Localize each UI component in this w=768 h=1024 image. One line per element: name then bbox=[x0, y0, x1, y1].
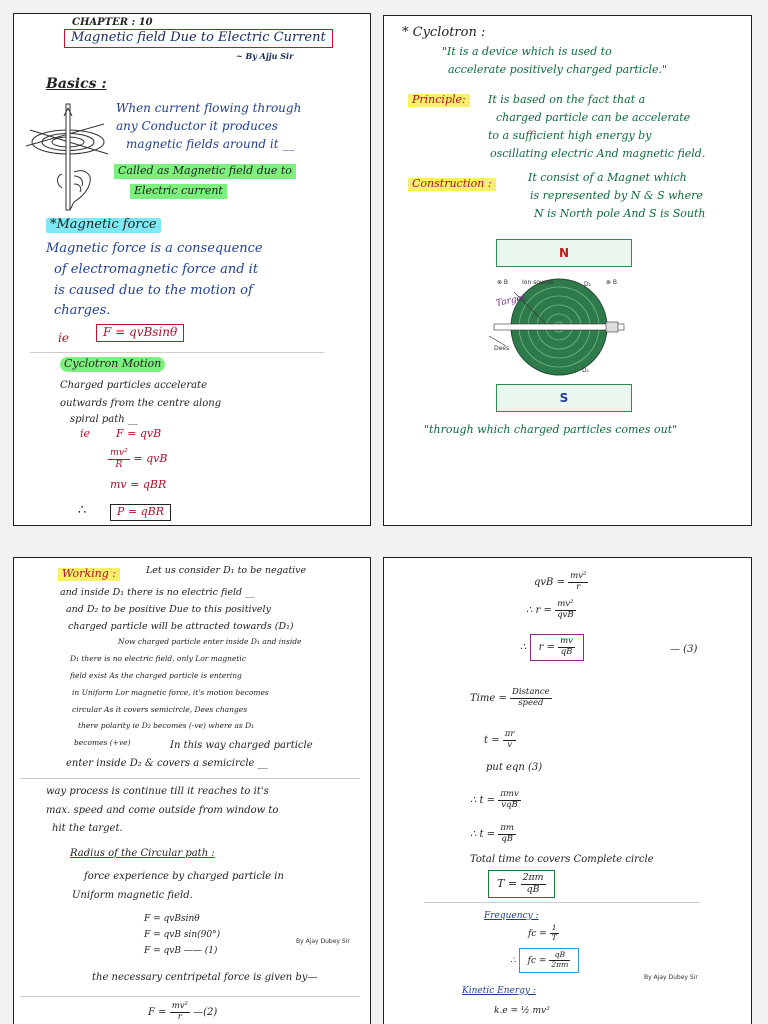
radius-eq: F = qvB —— (1) bbox=[144, 946, 218, 956]
eq-lhs: ∴ t = bbox=[470, 828, 496, 840]
fraction bbox=[498, 790, 520, 811]
working-small-line: field exist As the charged particle is entering bbox=[70, 671, 242, 680]
radius-eq: F = qvB sin(90°) bbox=[144, 930, 221, 940]
ie-label: ie bbox=[58, 331, 69, 345]
eq-lhs: fc = bbox=[528, 928, 547, 939]
centripetal-eq bbox=[148, 1002, 217, 1023]
eq-lhs: ∴ t = bbox=[470, 794, 496, 806]
denominator: qB bbox=[501, 833, 513, 844]
numerator: mv² bbox=[110, 447, 128, 458]
eq-force: F = qvB bbox=[116, 427, 162, 440]
numerator: mv² bbox=[171, 1001, 188, 1011]
force-line: Magnetic force is a consequence bbox=[46, 241, 263, 256]
force-line: charges. bbox=[54, 303, 111, 318]
eq-force-balance bbox=[534, 572, 588, 593]
eq-lhs: fc = bbox=[527, 955, 547, 966]
radius-eq: F = qvBsinθ bbox=[144, 914, 200, 924]
kinetic-energy-heading: Kinetic Energy : bbox=[462, 986, 536, 996]
eq-p-boxed: P = qBR bbox=[110, 504, 171, 521]
numerator: πmv bbox=[500, 789, 519, 799]
working-small-line: Now charged particle enter inside D₁ and inside bbox=[118, 637, 302, 646]
section-divider bbox=[20, 778, 360, 779]
north-pole-magnet: N bbox=[496, 239, 632, 267]
denominator: qB bbox=[526, 883, 540, 895]
force-line: of electromagnetic force and it bbox=[54, 262, 259, 277]
fraction bbox=[170, 1002, 190, 1023]
page-title: Magnetic field Due to Electric Current bbox=[64, 29, 333, 48]
force-line: is caused due to the motion of bbox=[54, 283, 253, 298]
eq-lhs: t = bbox=[484, 734, 500, 746]
denominator: v bbox=[507, 739, 512, 750]
target-label: Target bbox=[495, 293, 527, 309]
eq-frequency-2 bbox=[510, 948, 579, 973]
construction-label: Construction : bbox=[408, 178, 496, 191]
fraction bbox=[498, 824, 516, 845]
centripetal-line: the necessary centripetal force is given by— bbox=[92, 972, 318, 983]
cyclotron-motion-heading: Cyclotron Motion bbox=[60, 357, 165, 372]
denominator: speed bbox=[518, 697, 544, 708]
denominator: r bbox=[177, 1011, 182, 1022]
therefore-symbol: ∴ bbox=[510, 955, 516, 966]
way-line: enter inside D₂ & covers a semicircle __ bbox=[66, 758, 268, 769]
basics-line: When current flowing through bbox=[116, 101, 302, 115]
put-eqn-line: put eqn (3) bbox=[486, 762, 543, 773]
working-line: charged particle will be attracted towards (D₁) bbox=[68, 621, 294, 632]
numerator: Distance bbox=[512, 687, 550, 697]
wire-field-illustration bbox=[22, 102, 114, 214]
fraction bbox=[558, 637, 575, 658]
working-first-line: Let us consider D₁ to be negative bbox=[146, 565, 307, 576]
process-line: way process is continue till it reaches to it's bbox=[46, 786, 269, 797]
eq-centripetal bbox=[108, 448, 167, 470]
basics-line: any Conductor it produces bbox=[116, 119, 278, 133]
eq-time-3 bbox=[470, 824, 516, 845]
eq-ie-label: ie bbox=[80, 427, 91, 440]
numerator: πr bbox=[504, 729, 515, 739]
signature: By Ajay Dubey Sir bbox=[296, 938, 350, 945]
motion-line: outwards from the centre along bbox=[60, 398, 222, 409]
fraction bbox=[550, 924, 559, 943]
working-line: and D₂ to be positive Due to this positively bbox=[66, 604, 271, 615]
numerator: mv² bbox=[570, 571, 587, 581]
fraction bbox=[503, 730, 517, 751]
eq-frequency-1 bbox=[528, 924, 559, 943]
working-small-line: there polarity ie D₂ becomes (-ve) where as D₁ bbox=[78, 721, 255, 730]
principle-line: It is based on the fact that a bbox=[488, 93, 646, 106]
construction-line: It consist of a Magnet which bbox=[528, 171, 687, 184]
denominator: vqB bbox=[501, 799, 518, 810]
notes-page-3 bbox=[13, 557, 371, 1024]
section-divider bbox=[20, 996, 360, 997]
eq-kinetic-energy: k.e = ½ mv² bbox=[494, 1006, 550, 1016]
process-line: hit the target. bbox=[52, 823, 123, 834]
numerator: mv² bbox=[555, 600, 576, 611]
fraction bbox=[568, 572, 588, 593]
fraction bbox=[521, 873, 546, 895]
eq-lhs: Time = bbox=[470, 692, 507, 704]
principle-line: to a sufficient high energy by bbox=[488, 129, 652, 142]
eq-time-2 bbox=[470, 790, 521, 811]
notes-page-4 bbox=[383, 557, 752, 1024]
principle-line: charged particle can be accelerate bbox=[496, 111, 691, 124]
denominator: qB bbox=[560, 646, 573, 657]
section-divider bbox=[424, 902, 700, 903]
b-field-label: ⊗ B bbox=[606, 279, 618, 286]
working-small-line: D₁ there is no electric field, only Lor magnetic bbox=[70, 654, 247, 663]
eq-radius-1 bbox=[526, 600, 576, 621]
signature: By Ajay Dubey Sir bbox=[644, 974, 698, 981]
therefore-symbol: ∴ bbox=[520, 641, 527, 653]
denominator: qvB bbox=[557, 609, 574, 620]
eq-lhs: T = bbox=[497, 877, 518, 891]
diagram-caption: "through which charged particles comes out" bbox=[424, 423, 678, 436]
ion-source-label: Ion source bbox=[522, 279, 554, 286]
numerator: mv bbox=[560, 636, 573, 646]
cyclotron-diagram bbox=[484, 274, 634, 380]
cyclotron-heading: * Cyclotron : bbox=[402, 25, 486, 40]
basics-line: magnetic fields around it __ bbox=[126, 137, 295, 151]
denominator: r bbox=[576, 581, 581, 592]
eq-mid: r = bbox=[538, 641, 555, 653]
south-pole-magnet: S bbox=[496, 384, 632, 412]
principle-label: Principle: bbox=[408, 94, 470, 107]
eq-rhs: = qvB bbox=[133, 452, 168, 466]
denominator: 2πm bbox=[551, 959, 569, 969]
notes-page-2 bbox=[383, 15, 752, 526]
b-field-label: ⊗ B bbox=[497, 279, 509, 286]
radius-line: force experience by charged particle in bbox=[84, 871, 284, 882]
eq-radius-boxed bbox=[520, 634, 584, 661]
dees-label: Dees bbox=[494, 345, 510, 352]
radius-heading: Radius of the Circular path : bbox=[70, 848, 215, 859]
section-divider bbox=[30, 352, 324, 353]
fraction bbox=[555, 600, 576, 621]
eq-lhs: ∴ r = bbox=[526, 604, 552, 616]
eq-time-def bbox=[470, 688, 552, 709]
working-small-line: becomes (+ve) bbox=[74, 738, 131, 747]
motion-line: Charged particles accelerate bbox=[60, 380, 207, 391]
d2-label: D₂ bbox=[584, 281, 592, 288]
therefore-symbol: ∴ bbox=[78, 503, 87, 518]
working-line: and inside D₁ there is no electric field __ bbox=[60, 587, 255, 598]
period-boxed bbox=[488, 870, 555, 898]
total-time-line: Total time to covers Complete circle bbox=[470, 854, 654, 865]
working-small-line: circular As it covers semicircle, Dees changes bbox=[72, 705, 248, 714]
eq-lhs: F = bbox=[148, 1006, 167, 1018]
numerator: qB bbox=[549, 951, 570, 961]
frequency-heading: Frequency : bbox=[484, 911, 539, 921]
fraction bbox=[549, 951, 570, 970]
eq-time-1 bbox=[484, 730, 516, 751]
force-formula: F = qvBsinθ bbox=[96, 324, 184, 342]
definition-line: "It is a device which is used to bbox=[442, 45, 612, 58]
construction-line: N is North pole And S is South bbox=[534, 207, 706, 220]
denominator: R bbox=[115, 458, 123, 470]
notes-page-1 bbox=[13, 13, 371, 526]
eq-tag: — (3) bbox=[670, 644, 698, 655]
radius-line: Uniform magnetic field. bbox=[72, 890, 193, 901]
called-as-line: Electric current bbox=[130, 184, 227, 199]
way-line: In this way charged particle bbox=[170, 740, 313, 751]
called-as-line: Called as Magnetic field due to bbox=[114, 164, 296, 179]
fraction bbox=[510, 688, 552, 709]
eq-tag: —(2) bbox=[193, 1006, 218, 1018]
eq-momentum: mv = qBR bbox=[110, 478, 167, 491]
construction-line: is represented by N & S where bbox=[530, 189, 703, 202]
d1-label: D₁ bbox=[582, 367, 590, 374]
definition-line: accelerate positively charged particle." bbox=[448, 63, 668, 76]
principle-line: oscillating electric And magnetic field. bbox=[490, 147, 706, 160]
working-small-line: in Uniform Lor magnetic force, it's motion becomes bbox=[72, 688, 269, 697]
working-label: Working : bbox=[58, 568, 120, 581]
numerator: 2πm bbox=[522, 872, 544, 883]
numerator: 1 bbox=[550, 924, 559, 934]
magnetic-force-heading: *Magnetic force bbox=[46, 218, 161, 233]
fraction bbox=[108, 448, 130, 470]
eq-lhs: qvB = bbox=[534, 576, 565, 588]
process-line: max. speed and come outside from window to bbox=[46, 805, 279, 816]
basics-heading: Basics : bbox=[46, 76, 107, 92]
radius-box bbox=[530, 634, 584, 661]
denominator: T bbox=[551, 932, 557, 942]
author-label: ~ By Ajju Sir bbox=[236, 51, 294, 61]
motion-line: spiral path __ bbox=[70, 414, 138, 425]
chapter-label: CHAPTER : 10 bbox=[72, 17, 153, 28]
numerator: πm bbox=[500, 823, 514, 833]
frequency-box bbox=[519, 948, 580, 973]
